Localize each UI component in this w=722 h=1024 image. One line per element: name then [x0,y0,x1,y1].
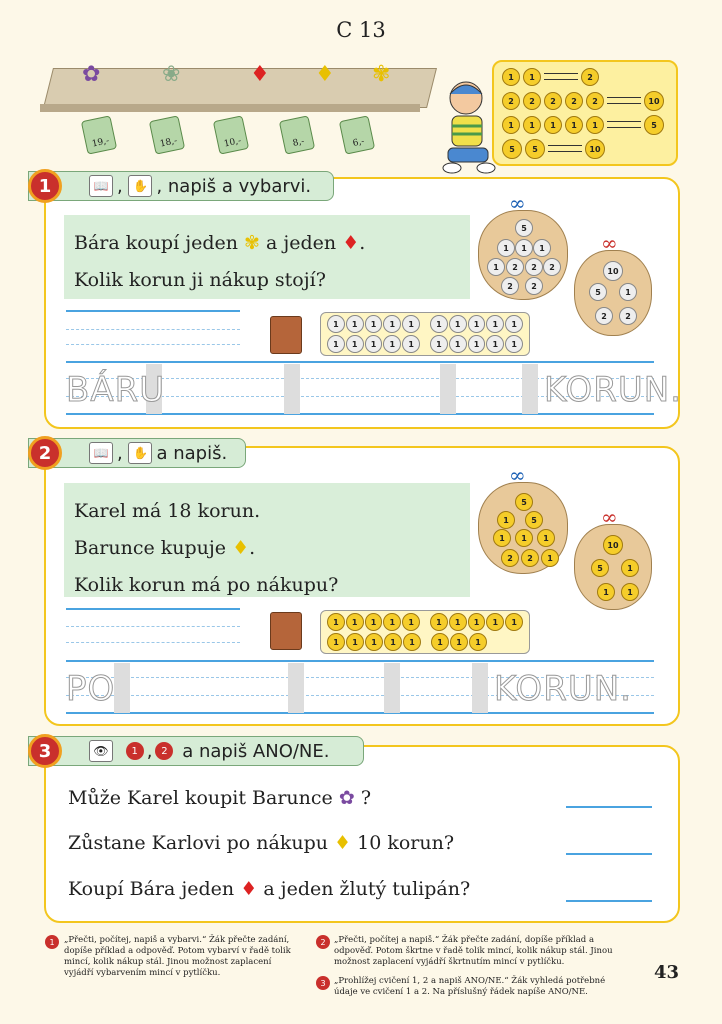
header-text: , napiš a vybarvi. [156,175,312,197]
blank-gap[interactable] [440,364,456,414]
bow-icon: ∞ [601,231,618,255]
coin[interactable]: 1 [486,315,504,333]
answer-line[interactable] [66,361,654,363]
coin: 5 [502,139,522,159]
trace-word: KORUN. [494,669,632,709]
exchange-arrows-icon [607,94,641,108]
task-text-box [64,483,470,597]
example-line[interactable] [66,608,240,610]
red-tulip-icon: ♦ [240,878,258,900]
answer-line[interactable] [566,806,652,808]
answer-line[interactable] [66,660,654,662]
coin[interactable]: 1 [505,315,523,333]
example-line[interactable] [66,310,240,312]
coin[interactable]: 2 [525,277,543,295]
exchange-arrows-icon [548,142,582,156]
coin: 1 [565,116,583,134]
guide-line [66,329,240,330]
read-book-icon: 📖 [89,175,113,197]
bow-icon: ∞ [509,463,526,487]
violets-icon: ✿ [82,62,101,87]
coin[interactable]: 1 [505,335,523,353]
coin[interactable]: 1 [327,335,345,353]
bow-icon: ∞ [509,191,526,215]
boy-character-icon [440,72,500,182]
eye-icon: 👁 [89,740,113,762]
read-book-icon: 📖 [89,442,113,464]
coin[interactable]: 1 [346,335,364,353]
coin[interactable]: 1 [497,511,515,529]
daffodil-icon: ✾ [244,232,260,254]
coin[interactable]: 2 [525,258,543,276]
coin[interactable]: 1 [383,315,401,333]
coin: 1 [586,116,604,134]
coin[interactable]: 1 [346,613,364,631]
page-code: C 13 [336,18,386,42]
coin[interactable]: 1 [497,239,515,257]
coin[interactable]: 1 [430,315,448,333]
coin[interactable]: 1 [449,335,467,353]
coin[interactable]: 1 [449,613,467,631]
task-text: Karel má 18 korun. [74,500,261,522]
coin[interactable]: 2 [521,549,539,567]
footnote-3: „Prohlížej cvičení 1, 2 a napiš ANO/NE.“ Žák vyhledá potřebné údaje ve cvičení 1 a 2. Na příslušný řádek napíše ANO/NE. [334,976,606,997]
coin[interactable]: 1 [486,335,504,353]
coin[interactable]: 10 [603,261,623,281]
coin[interactable]: 1 [468,315,486,333]
shelf-edge [40,104,420,112]
coin[interactable]: 2 [501,277,519,295]
coin[interactable]: 1 [327,315,345,333]
price-tag [149,115,185,154]
trace-word: PO [66,669,116,709]
coin[interactable]: 1 [533,239,551,257]
coin-bag [574,505,652,610]
task-text: Bára koupí jeden [74,232,238,254]
coin[interactable]: 1 [365,633,383,651]
coin[interactable]: 1 [402,335,420,353]
coin[interactable]: 1 [597,583,615,601]
coin[interactable]: 1 [402,315,420,333]
coin[interactable]: 1 [537,529,555,547]
count-fingers-icon: ✋ [128,175,152,197]
coin[interactable]: 1 [450,633,468,651]
coin-row [327,315,523,333]
coin: 1 [523,116,541,134]
coin[interactable]: 5 [515,219,533,237]
coin[interactable]: 1 [402,613,420,631]
coin: 2 [581,68,599,86]
header-text: a napiš. [156,442,228,464]
coin-group-gap [421,335,429,353]
coin: 2 [523,92,541,110]
question-text: Koupí Bára jeden [68,878,235,900]
coin: 2 [586,92,604,110]
coin[interactable]: 1 [619,283,637,301]
coin-bag [478,463,568,574]
coin-row-box [320,312,530,356]
coin-bag [574,231,652,336]
coin-row-box [320,610,530,654]
blank-gap[interactable] [284,364,300,414]
coin: 1 [544,116,562,134]
coin: 2 [544,92,562,110]
coin[interactable]: 5 [525,511,543,529]
answer-line[interactable] [566,900,652,902]
coin[interactable]: 1 [430,613,448,631]
footnote-2: „Přečti, počítej a napiš.“ Žák přečte zadání, dopíše příklad a odpověď. Potom škrtne v řadě tolik mincí, kolik nákup stál. Jinou možnost zaplacení vyjádří škrtnutím mincí v pytlíčku. [334,935,613,967]
baseline [66,712,654,714]
question-text: ? [360,787,371,809]
red-tulip-icon: ♦ [250,62,270,87]
price-tag [81,115,117,154]
price-label: 18,- [159,136,179,150]
footnote-badge: 2 [316,935,330,949]
red-tulip-icon: ♦ [342,232,360,254]
coin: 2 [502,92,520,110]
trace-word: BÁRU [66,370,166,410]
blank-gap[interactable] [114,663,130,713]
coin-exchange-panel [492,60,678,166]
coin-bag [478,191,568,300]
coin[interactable]: 10 [603,535,623,555]
coin: 5 [644,115,664,135]
coin[interactable]: 1 [468,335,486,353]
coin-row [327,335,523,353]
coin[interactable]: 1 [515,529,533,547]
answer-line[interactable] [566,853,652,855]
exercise-number-badge: 2 [28,436,62,470]
exercise-2-header: 📖 , ✋ a napiš. [28,438,246,468]
coin[interactable]: 1 [430,335,448,353]
price-label: 19,- [91,136,111,150]
coin[interactable]: 1 [346,633,364,651]
coin[interactable]: 5 [589,283,607,301]
price-label: 8,- [291,136,306,149]
exchange-arrows-icon [607,118,641,132]
guide-line [66,344,240,345]
task-text: . [359,232,366,254]
coin: 1 [502,116,520,134]
coin[interactable]: 2 [543,258,561,276]
exercise-ref-badge: 2 [155,742,173,760]
violets-icon: ✿ [338,787,355,809]
coin[interactable]: 1 [541,549,559,567]
coin[interactable]: 1 [384,633,402,651]
price-label: 6,- [351,136,366,149]
question-1 [68,787,371,809]
daffodil-icon: ✾ [372,62,391,87]
trace-word: KORUN. [544,370,682,410]
price-label: 10,- [223,136,243,150]
coin[interactable]: 1 [365,613,383,631]
coin-row [327,613,523,631]
coin[interactable]: 1 [449,315,467,333]
coin[interactable]: 1 [621,583,639,601]
coin[interactable]: 2 [501,549,519,567]
coin: 1 [502,68,520,86]
header-text: a napiš ANO/NE. [182,740,330,762]
guide-line [66,642,240,643]
wallet-icon [270,612,302,650]
footnote-1: „Přečti, počítej, napiš a vybarvi.“ Žák přečte zadání, dopíše příklad a odpověď. Potom vybarví v řadě tolik mincí, kolik nákup stál. Jinou možnost zaplacení vyjádří vybarvením mincí v pytlíčku. [64,935,291,978]
question-2 [68,832,454,854]
question-text: a jeden žlutý tulipán? [263,878,471,900]
coin[interactable]: 1 [346,315,364,333]
yellow-tulip-icon: ♦ [334,832,352,854]
coin[interactable]: 1 [365,315,383,333]
coin: 5 [525,139,545,159]
price-tag [213,115,249,154]
count-fingers-icon: ✋ [128,442,152,464]
guide-line [66,626,240,627]
coin[interactable]: 1 [515,239,533,257]
question-text: Může Karel koupit Barunce [68,787,333,809]
task-question: Kolik korun ji nákup stojí? [74,269,326,291]
coin[interactable]: 1 [383,335,401,353]
coin-row [327,633,523,651]
blank-gap[interactable] [472,663,488,713]
task-text: a jeden [266,232,337,254]
blank-gap[interactable] [522,364,538,414]
footnote-badge: 3 [316,976,330,990]
coin[interactable]: 1 [621,559,639,577]
exercise-1-header: 📖 , ✋ , napiš a vybarvi. [28,171,334,201]
coin[interactable]: 1 [327,633,345,651]
price-tag [339,115,375,154]
page-number: 43 [654,962,680,983]
coin[interactable]: 1 [487,258,505,276]
blank-gap[interactable] [288,663,304,713]
coin: 1 [523,68,541,86]
coin[interactable]: 1 [468,613,486,631]
coin-group-gap [421,613,429,631]
wallet-icon [270,316,302,354]
coin[interactable]: 5 [515,493,533,511]
exercise-3-header: 👁 1 , 2 a napiš ANO/NE. [28,736,364,766]
yellow-tulip-icon: ♦ [315,62,335,87]
coin-group-gap [421,315,429,333]
price-tag [279,115,315,154]
task-text-box [64,215,470,299]
footnote-badge: 1 [45,935,59,949]
exercise-number-badge: 3 [28,734,62,768]
yellow-tulip-icon: ♦ [232,537,250,559]
coin[interactable]: 1 [327,613,345,631]
blank-gap[interactable] [384,663,400,713]
exercise-ref-badge: 1 [126,742,144,760]
coin[interactable]: 1 [469,633,487,651]
coin[interactable]: 2 [619,307,637,325]
coin[interactable]: 5 [591,559,609,577]
coin[interactable]: 1 [505,613,523,631]
coin: 2 [565,92,583,110]
coin[interactable]: 1 [431,633,449,651]
question-text: 10 korun? [357,832,455,854]
coin: 10 [644,91,664,111]
coin[interactable]: 1 [365,335,383,353]
snowdrops-icon: ❀ [162,62,181,87]
question-text: Zůstane Karlovi po nákupu [68,832,328,854]
coin[interactable]: 2 [595,307,613,325]
task-text: Barunce kupuje [74,537,227,559]
exchange-arrows-icon [544,70,578,84]
task-question: Kolik korun má po nákupu? [74,574,339,596]
coin[interactable]: 1 [486,613,504,631]
question-3 [68,878,470,900]
coin[interactable]: 1 [403,633,421,651]
task-text: . [249,537,256,559]
coin[interactable]: 1 [493,529,511,547]
coin[interactable]: 2 [506,258,524,276]
coin-group-gap [422,633,430,651]
exercise-number-badge: 1 [28,169,62,203]
coin[interactable]: 1 [383,613,401,631]
bow-icon: ∞ [601,505,618,529]
coin: 10 [585,139,605,159]
